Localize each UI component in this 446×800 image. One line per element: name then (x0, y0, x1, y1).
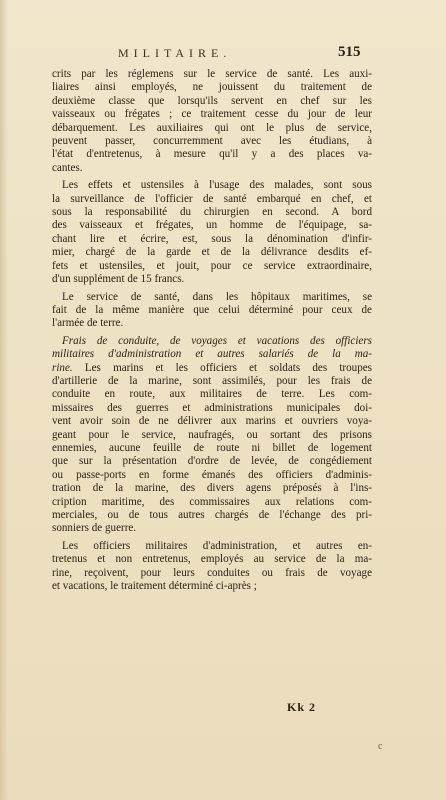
paragraph-1 (52, 68, 372, 175)
section-heading-line: Frais de conduite, de voyages et vacations des officiers (62, 334, 372, 347)
paragraph-2 (52, 179, 372, 286)
text-line: débarquement. Les auxiliaires qui ont le plus de service, (52, 121, 372, 134)
page-number: 515 (338, 44, 361, 60)
text-line: crits par les réglemens sur le service de santé. Les auxi- (52, 68, 372, 80)
text-line: merciales, ou de tous autres chargés de l'échange des pri- (52, 509, 372, 521)
text-line: sonniers de guerre. (52, 522, 137, 535)
text-line: conduite en route, aux militaires de terre. Les com- (52, 388, 372, 401)
text-line: et vacations, le traitement déterminé ci-après ; (52, 580, 257, 593)
text-line: tration de la marine, des divers agens préposés à l'ins- (52, 482, 372, 495)
text-line: que sur la présentation d'ordre de levée, de congédiement (52, 455, 372, 468)
paragraph-4 (52, 335, 372, 536)
margin-mark: c (378, 741, 383, 752)
body-text (52, 68, 372, 593)
text-line: liaires ainsi employés, ne jouissent du traitement de (52, 81, 372, 94)
text-line: cription maritime, des commissaires aux relations com- (52, 495, 372, 508)
running-head: MILITAIRE. (118, 46, 232, 60)
page-edge-shadow (0, 0, 8, 800)
text-line: ennemies, aucune feuille de route ni billet de logement (52, 441, 372, 454)
text-line: l'état d'entretenus, à mesure qu'il y a des places va- (52, 148, 372, 161)
paragraph-3 (52, 291, 372, 331)
text-line (52, 362, 372, 375)
text-line-fragment: Les marins et les officiers et soldats des troupes (84, 361, 372, 374)
text-line: tretenus et non entretenus, employés au service de la ma- (52, 553, 372, 566)
text-line: fait de la même manière que celui déterminé pour ceux de (52, 303, 372, 316)
text-line: cantes. (52, 161, 83, 174)
text-line: peuvent passer, concurremment avec les étudians, à (52, 135, 372, 148)
page-header (0, 44, 446, 64)
text-line: Les officiers militaires d'administration, et autres en- (62, 539, 372, 552)
text-line: deuxième classe que lorsqu'ils servent en chef sur les (52, 94, 372, 107)
text-line: geant pour le service, naufragés, ou sortant des prisons (52, 428, 372, 441)
text-line: missaires des guerres et administrations municipales doi- (52, 401, 372, 414)
text-line: l'armée de terre. (52, 317, 124, 330)
text-line: d'un supplément de 15 francs. (52, 273, 185, 286)
text-line: Le service de santé, dans les hôpitaux maritimes, se (62, 290, 372, 303)
text-line: d'artillerie de la marine, sont assimilés, pour les frais de (52, 374, 372, 387)
section-heading-line: rine. (52, 361, 73, 374)
paragraph-5 (52, 540, 372, 594)
text-line: fets et ustensiles, et jouit, pour ce service extraordinaire, (52, 259, 372, 272)
text-line: la surveillance de l'officier de santé embarqué en chef, et (52, 192, 372, 205)
text-line: Les effets et ustensiles à l'usage des malades, sont sous (62, 179, 372, 192)
text-line: vaisseaux ou frégates ; ce traitement cesse du jour de leur (52, 108, 372, 121)
text-line: rine, reçoivent, pour leurs conduites ou frais de voyage (52, 566, 372, 579)
text-line: mier, chargé de la garde et de la délivrance desdits ef- (52, 246, 372, 259)
section-heading-line: militaires d'administration et autres salariés de la ma- (52, 348, 372, 361)
text-line: des vaisseaux et frégates, un homme de l'équipage, sa- (52, 219, 372, 232)
text-line: vent avoir soin de ne délivrer aux marins et ouvriers voya- (52, 415, 372, 428)
text-line: chant lire et écrire, est, sous la dénomination d'infir- (52, 232, 372, 245)
signature-mark: Kk 2 (287, 700, 317, 714)
text-line: sous la responsabilité du chirurgien en second. A bord (52, 206, 372, 219)
text-line: ou passe-ports en forme émanés des officiers d'adminis- (52, 468, 372, 481)
